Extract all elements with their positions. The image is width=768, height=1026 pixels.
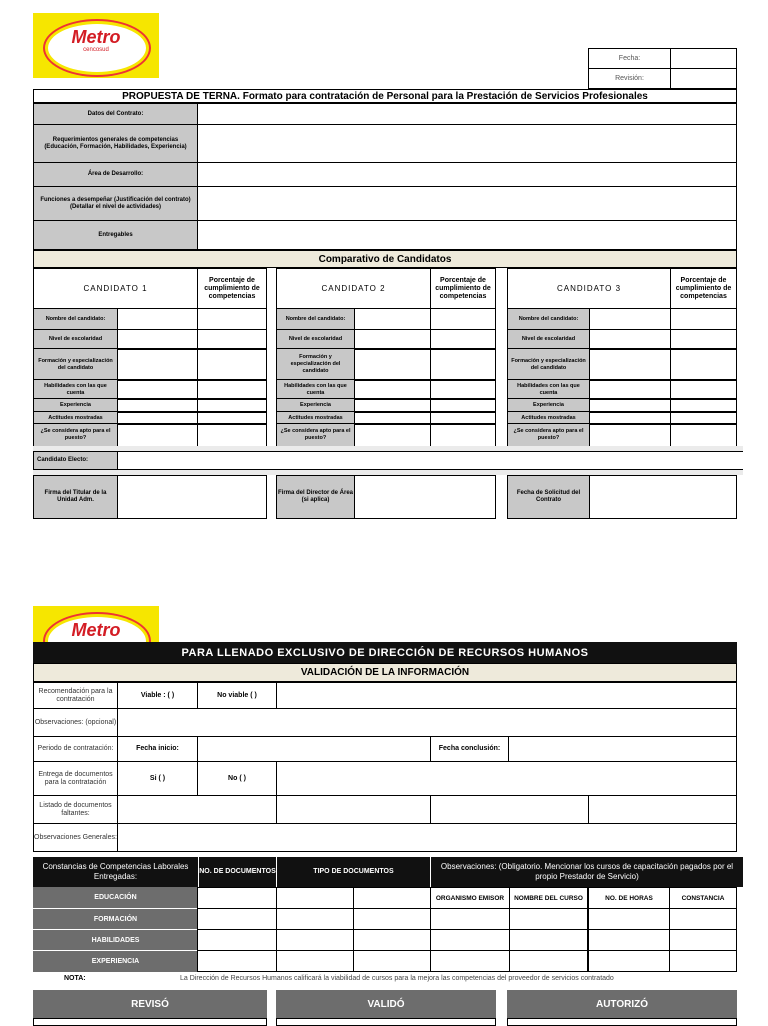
candidate-1-row-pct[interactable] bbox=[197, 348, 267, 381]
candidate-2-row-pct[interactable] bbox=[430, 308, 496, 330]
constancia-no-docs[interactable] bbox=[197, 929, 277, 951]
candidate-3-row-field[interactable] bbox=[589, 379, 671, 400]
firma-director-field[interactable] bbox=[354, 475, 496, 519]
candidate-1-row-label: Actitudes mostradas bbox=[33, 411, 118, 425]
candidate-3-row-label: Nombre del candidato: bbox=[507, 308, 590, 330]
candidate-3-row-label: Formación y especialización del candidato bbox=[507, 348, 590, 381]
candidate-3-row-pct[interactable] bbox=[670, 329, 737, 350]
candidate-1-row-pct[interactable] bbox=[197, 329, 267, 350]
periodo-label: Periodo de contratación: bbox=[33, 736, 118, 762]
candidate-1-row-field[interactable] bbox=[117, 308, 198, 330]
candidate-2-row-field[interactable] bbox=[354, 329, 431, 350]
constancia-no-docs[interactable] bbox=[197, 950, 277, 972]
candidate-1-row-pct[interactable] bbox=[197, 423, 267, 447]
no-viable-option[interactable]: No viable ( ) bbox=[197, 682, 277, 709]
candidate-1-pct-header: Porcentaje de cumplimiento de competencias bbox=[197, 268, 267, 309]
candidate-1-row-field[interactable] bbox=[117, 379, 198, 400]
entrega-label: Entrega de documentos para la contratación bbox=[33, 761, 118, 796]
recomendacion-label: Recomendación para la contratación bbox=[33, 682, 118, 709]
constancia-obs-cell[interactable] bbox=[588, 908, 670, 930]
tipo-docs-header: TIPO DE DOCUMENTOS bbox=[276, 857, 430, 887]
observaciones-field[interactable] bbox=[117, 708, 737, 737]
constancia-obs-cell[interactable] bbox=[430, 950, 510, 972]
constancia-row-label: HABILIDADES bbox=[33, 929, 198, 951]
constancia-obs-cell[interactable] bbox=[430, 929, 510, 951]
contract-label-area: Área de Desarrollo: bbox=[33, 162, 198, 187]
rh-title: PARA LLENADO EXCLUSIVO DE DIRECCIÓN DE RECURSOS HUMANOS bbox=[33, 642, 737, 663]
candidate-1-row-field[interactable] bbox=[117, 423, 198, 447]
candidate-2-row-label: Formación y especialización del candidato bbox=[276, 348, 355, 381]
candidate-1-row-pct[interactable] bbox=[197, 308, 267, 330]
candidate-1-row-field[interactable] bbox=[117, 329, 198, 350]
candidate-2-row-label: Nombre del candidato: bbox=[276, 308, 355, 330]
constancia-tipo-2[interactable] bbox=[353, 950, 431, 972]
candidate-3-row-field[interactable] bbox=[589, 348, 671, 381]
reviso-header: REVISÓ bbox=[33, 990, 267, 1018]
fecha-field[interactable] bbox=[670, 48, 737, 69]
fecha-solicitud-label: Fecha de Solicitud del Contrato bbox=[507, 475, 590, 519]
constancia-tipo-1[interactable] bbox=[276, 908, 354, 930]
contract-label-datos: Datos del Contrato: bbox=[33, 103, 198, 125]
listado-field-1[interactable] bbox=[117, 795, 277, 824]
autorizo-field[interactable] bbox=[507, 1018, 737, 1026]
listado-field-4[interactable] bbox=[588, 795, 737, 824]
candidate-3-row-field[interactable] bbox=[589, 423, 671, 447]
listado-field-2[interactable] bbox=[276, 795, 431, 824]
constancia-obs-cell[interactable] bbox=[669, 929, 737, 951]
autorizo-header: AUTORIZÓ bbox=[507, 990, 737, 1018]
contract-field-area[interactable] bbox=[197, 162, 737, 187]
constancia-subheader: NO. DE HORAS bbox=[588, 887, 670, 909]
constancia-row-label: EXPERIENCIA bbox=[33, 950, 198, 972]
candidate-1-row-label: ¿Se considera apto para el puesto? bbox=[33, 423, 118, 447]
observaciones-obligatorio-header: Observaciones: (Obligatorio. Mencionar los cursos de capacitación pagados por el propio Prestador de Servicio) bbox=[430, 857, 743, 887]
contract-label-funciones: Funciones a desempeñar (Justificación del contrato) (Detallar el nivel de actividades) bbox=[33, 186, 198, 221]
constancia-obs-cell[interactable] bbox=[509, 950, 588, 972]
candidate-2-pct-header: Porcentaje de cumplimiento de competencias bbox=[430, 268, 496, 309]
contract-field-requerimientos[interactable] bbox=[197, 124, 737, 163]
no-option[interactable]: No ( ) bbox=[197, 761, 277, 796]
fecha-inicio-label: Fecha inicio: bbox=[117, 736, 198, 762]
candidate-3-header: CANDIDATO 3 bbox=[507, 268, 671, 309]
candidate-3-row-field[interactable] bbox=[589, 308, 671, 330]
candidate-3-row-label: Habilidades con las que cuenta bbox=[507, 379, 590, 400]
candidate-3-row-pct[interactable] bbox=[670, 308, 737, 330]
candidate-2-row-label: Actitudes mostradas bbox=[276, 411, 355, 425]
constancia-tipo-1[interactable] bbox=[276, 929, 354, 951]
candidate-2-row-pct[interactable] bbox=[430, 423, 496, 447]
candidate-3-row-label: ¿Se considera apto para el puesto? bbox=[507, 423, 590, 447]
constancia-obs-cell[interactable] bbox=[509, 929, 588, 951]
comparativo-title: Comparativo de Candidatos bbox=[33, 250, 737, 268]
constancia-obs-cell[interactable] bbox=[509, 908, 588, 930]
revision-field[interactable] bbox=[670, 68, 737, 89]
candidate-3-row-pct[interactable] bbox=[670, 423, 737, 447]
fecha-label: Fecha: bbox=[588, 48, 671, 69]
candidate-1-row-pct[interactable] bbox=[197, 379, 267, 400]
nota-text: La Dirección de Recursos Humanos calificará la viabilidad de cursos para la mejora las competencias del proveedor de servicios contratado bbox=[180, 975, 614, 982]
valido-header: VALIDÓ bbox=[276, 990, 496, 1018]
constancia-subheader: CONSTANCIA bbox=[669, 887, 737, 909]
constancia-obs-cell[interactable] bbox=[430, 908, 510, 930]
metro-logo-2 bbox=[33, 606, 159, 646]
candidate-2-row-pct[interactable] bbox=[430, 348, 496, 381]
constancia-obs-cell[interactable] bbox=[669, 908, 737, 930]
logo-sub: cencosud bbox=[83, 47, 109, 53]
constancia-subheader: NOMBRE DEL CURSO bbox=[509, 887, 588, 909]
candidate-2-row-label: Experiencia bbox=[276, 398, 355, 413]
observaciones-label: Observaciones: (opcional) bbox=[33, 708, 118, 737]
constancia-tipo-2[interactable] bbox=[353, 929, 431, 951]
contract-field-datos[interactable] bbox=[197, 103, 737, 125]
fecha-inicio-field[interactable] bbox=[197, 736, 431, 762]
candidato-electo-field[interactable] bbox=[118, 451, 743, 470]
candidate-3-row-label: Nivel de escolaridad bbox=[507, 329, 590, 350]
constancia-tipo-1[interactable] bbox=[276, 887, 354, 909]
constancia-obs-cell[interactable] bbox=[588, 950, 670, 972]
candidate-2-row-field[interactable] bbox=[354, 423, 431, 447]
candidate-3-row-label: Experiencia bbox=[507, 398, 590, 413]
candidate-1-row-field[interactable] bbox=[117, 348, 198, 381]
reviso-field[interactable] bbox=[33, 1018, 267, 1026]
contract-field-entregables[interactable] bbox=[197, 220, 737, 250]
recomendacion-field[interactable] bbox=[276, 682, 737, 709]
entrega-field[interactable] bbox=[276, 761, 737, 796]
candidate-2-row-field[interactable] bbox=[354, 379, 431, 400]
logo-brand-2: Metro bbox=[71, 620, 121, 640]
candidate-1-row-label: Experiencia bbox=[33, 398, 118, 413]
constancia-obs-cell[interactable] bbox=[669, 950, 737, 972]
constancia-row-label: EDUCACIÓN bbox=[33, 887, 198, 909]
si-option[interactable]: Si ( ) bbox=[117, 761, 198, 796]
candidate-3-row-field[interactable] bbox=[589, 329, 671, 350]
obs-generales-label: Observaciones Generales: bbox=[33, 823, 118, 852]
contract-label-entregables: Entregables bbox=[33, 220, 198, 250]
firma-director-label: Firma del Director de Área (si aplica) bbox=[276, 475, 355, 519]
constancia-tipo-2[interactable] bbox=[353, 887, 431, 909]
nota-label: NOTA: bbox=[64, 975, 86, 982]
form-title: PROPUESTA DE TERNA. Formato para contratación de Personal para la Prestación de Servicios Profesionales bbox=[33, 89, 737, 103]
metro-logo bbox=[33, 13, 159, 78]
constancia-no-docs[interactable] bbox=[197, 908, 277, 930]
contract-label-requerimientos: Requerimientos generales de competencias (Educación, Formación, Habilidades, Experiencia) bbox=[33, 124, 198, 163]
candidate-2-row-pct[interactable] bbox=[430, 379, 496, 400]
firma-titular-label: Firma del Titular de la Unidad Adm. bbox=[33, 475, 118, 519]
candidate-1-row-label: Nivel de escolaridad bbox=[33, 329, 118, 350]
fecha-conclusion-label: Fecha conclusión: bbox=[430, 736, 509, 762]
validacion-title: VALIDACIÓN DE LA INFORMACIÓN bbox=[33, 663, 737, 682]
valido-field[interactable] bbox=[276, 1018, 496, 1026]
constancia-tipo-2[interactable] bbox=[353, 908, 431, 930]
candidate-2-row-field[interactable] bbox=[354, 348, 431, 381]
candidate-3-row-label: Actitudes mostradas bbox=[507, 411, 590, 425]
constancias-header: Constancias de Competencias Laborales Entregadas: bbox=[33, 857, 198, 887]
revision-label: Revisión: bbox=[588, 68, 671, 89]
candidate-1-row-label: Formación y especialización del candidato bbox=[33, 348, 118, 381]
fecha-solicitud-field[interactable] bbox=[589, 475, 737, 519]
constancia-tipo-1[interactable] bbox=[276, 950, 354, 972]
candidate-2-header: CANDIDATO 2 bbox=[276, 268, 431, 309]
listado-field-3[interactable] bbox=[430, 795, 589, 824]
candidate-1-row-label: Nombre del candidato: bbox=[33, 308, 118, 330]
candidate-2-row-label: ¿Se considera apto para el puesto? bbox=[276, 423, 355, 447]
candidate-2-row-label: Habilidades con las que cuenta bbox=[276, 379, 355, 400]
candidate-2-row-field[interactable] bbox=[354, 308, 431, 330]
constancia-subheader: ORGANISMO EMISOR bbox=[430, 887, 510, 909]
constancia-obs-cell[interactable] bbox=[588, 929, 670, 951]
candidate-3-row-pct[interactable] bbox=[670, 348, 737, 381]
constancia-no-docs[interactable] bbox=[197, 887, 277, 909]
listado-label: Listado de documentos faltantes: bbox=[33, 795, 118, 824]
viable-option[interactable]: Viable : ( ) bbox=[117, 682, 198, 709]
candidate-2-row-pct[interactable] bbox=[430, 329, 496, 350]
constancia-row-label: FORMACIÓN bbox=[33, 908, 198, 930]
candidate-1-row-label: Habilidades con las que cuenta bbox=[33, 379, 118, 400]
logo-brand: Metro bbox=[71, 27, 121, 47]
firma-titular-field[interactable] bbox=[117, 475, 267, 519]
fecha-conclusion-field[interactable] bbox=[508, 736, 737, 762]
candidate-3-pct-header: Porcentaje de cumplimiento de competencias bbox=[670, 268, 737, 309]
candidate-1-header: CANDIDATO 1 bbox=[33, 268, 198, 309]
candidato-electo-label: Candidato Electo: bbox=[33, 451, 118, 470]
candidate-3-row-pct[interactable] bbox=[670, 379, 737, 400]
obs-generales-field[interactable] bbox=[117, 823, 737, 852]
no-docs-header: NO. DE DOCUMENTOS bbox=[198, 857, 276, 887]
contract-field-funciones[interactable] bbox=[197, 186, 737, 221]
candidate-2-row-label: Nivel de escolaridad bbox=[276, 329, 355, 350]
